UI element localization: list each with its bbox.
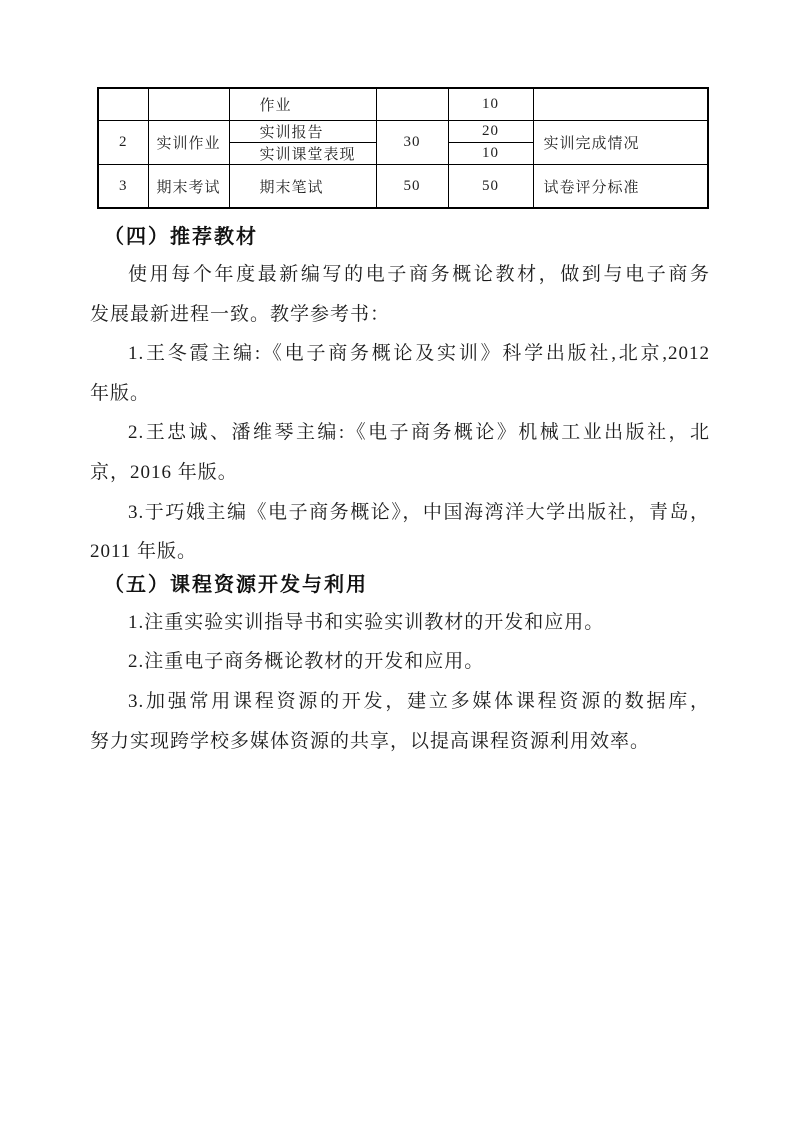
cell-weight: 30 [376,121,448,165]
reference-item-line: 2.王忠诚、潘维琴主编:《电子商务概论》机械工业出版社，北 [128,422,710,444]
cell-weight [376,88,448,121]
cell-no: 3 [98,165,148,209]
document-body [90,208,710,761]
body-line: 发展最新进程一致。教学参考书： [90,303,391,325]
cell-score: 20 [448,121,533,143]
cell-item: 实训课堂表现 [229,143,376,165]
table-row-final-exam [98,165,708,209]
cell-score: 10 [448,88,533,121]
section-heading-recommended-textbooks: （四）推荐教材 [104,226,258,248]
resource-item-line: 2.注重电子商务概论教材的开发和应用。 [128,651,485,673]
cell-no [98,88,148,121]
reference-item-line: 2011 年版。 [90,541,198,563]
cell-criteria: 实训完成情况 [533,121,708,165]
table-row-practical-a [98,121,708,143]
cell-criteria [533,88,708,121]
cell-category [148,88,229,121]
resource-item-line: 1.注重实验实训指导书和实验实训教材的开发和应用。 [128,611,605,633]
cell-item: 作业 [229,88,376,121]
resource-item-line: 努力实现跨学校多媒体资源的共享，以提高课程资源利用效率。 [90,730,651,752]
reference-item-line: 3.于巧娥主编《电子商务概论》，中国海湾洋大学出版社，青岛， [128,501,710,523]
reference-item-line: 年版。 [90,382,151,404]
table-row-homework [98,88,708,121]
cell-category: 期末考试 [148,165,229,209]
cell-weight: 50 [376,165,448,209]
reference-item-line: 1.王冬霞主编:《电子商务概论及实训》科学出版社,北京,2012 [128,343,710,365]
body-line: 使用每个年度最新编写的电子商务概论教材，做到与电子商务 [128,264,710,285]
cell-no: 2 [98,121,148,165]
resource-item-line: 3.加强常用课程资源的开发，建立多媒体课程资源的数据库， [128,690,710,712]
cell-item: 实训报告 [229,121,376,143]
cell-score: 10 [448,143,533,165]
cell-category: 实训作业 [148,121,229,165]
section-heading-course-resources: （五）课程资源开发与利用 [104,573,368,596]
assessment-table [97,87,709,209]
cell-item: 期末笔试 [229,165,376,209]
reference-item-line: 京，2016 年版。 [90,461,238,483]
cell-criteria: 试卷评分标准 [533,165,708,209]
cell-score: 50 [448,165,533,209]
